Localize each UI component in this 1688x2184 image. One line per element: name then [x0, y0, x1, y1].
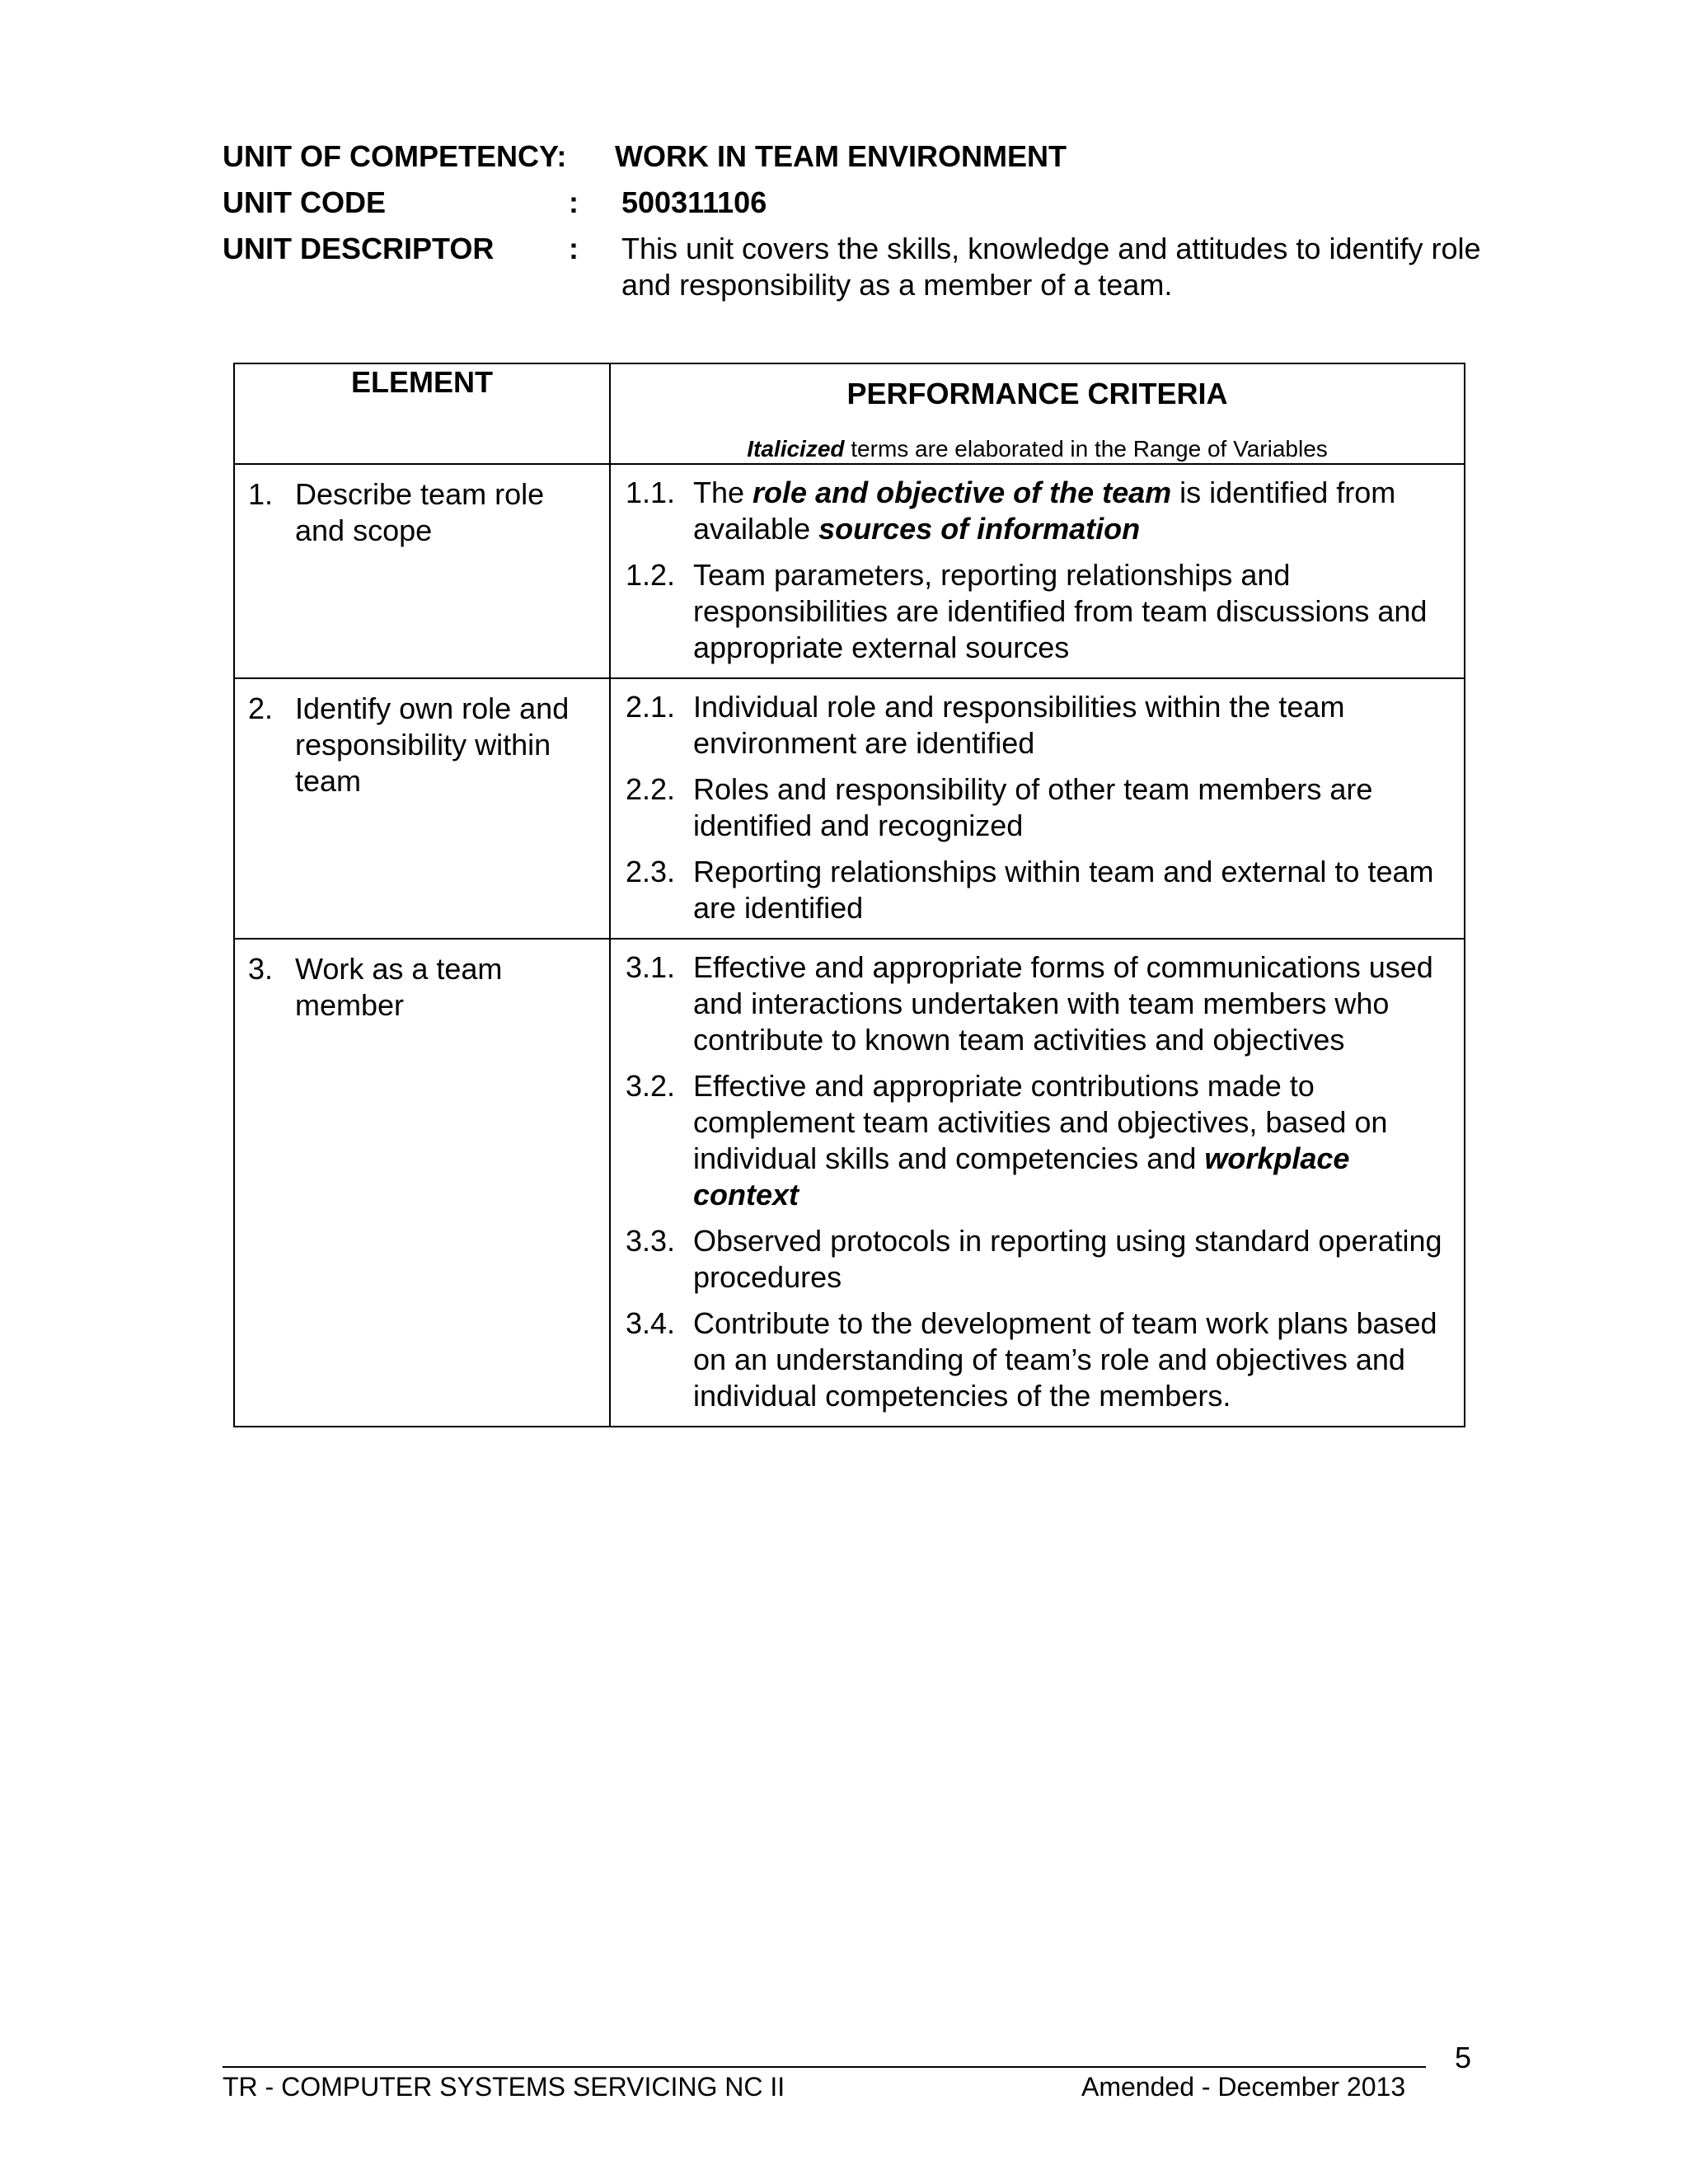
criterion-text: Effective and appropriate contributions made to complement team activities and objectives, based on individual skills and competencies and workplace context	[693, 1069, 1388, 1212]
criterion	[626, 475, 1447, 547]
code-label: UNIT CODE	[223, 185, 386, 219]
criterion-text: Team parameters, reporting relationships and responsibilities are identified from team discussions and appropriate external sources	[693, 558, 1428, 664]
element-number: 3.	[248, 952, 274, 986]
element-cell	[234, 939, 610, 1427]
element-cell	[234, 464, 610, 678]
competency-label: UNIT OF COMPETENCY:	[223, 139, 567, 173]
criterion-number: 3.3.	[626, 1224, 676, 1258]
criterion-number: 2.1.	[626, 690, 676, 724]
range-term: workplace context	[693, 1141, 1350, 1212]
criteria-cell	[610, 678, 1465, 939]
descriptor-value: This unit covers the skills, knowledge and attitudes to identify role and responsibility as a member of a team.	[621, 232, 1481, 302]
table-row	[234, 464, 1465, 678]
element-text: Work as a team member	[295, 952, 503, 1022]
table-header-row	[234, 363, 1465, 464]
criteria-cell	[610, 939, 1465, 1427]
criterion	[626, 1223, 1447, 1296]
criterion-number: 3.4.	[626, 1306, 676, 1340]
criterion	[626, 949, 1447, 1058]
criterion-number: 2.3.	[626, 855, 676, 888]
footer-right-text: Amended - December 2013	[1081, 2072, 1406, 2102]
code-value: 500311106	[621, 185, 767, 219]
criterion-text: Observed protocols in reporting using standard operating procedures	[693, 1224, 1442, 1294]
element-number: 2.	[248, 691, 274, 725]
descriptor-label: UNIT DESCRIPTOR	[223, 232, 495, 265]
element-header-label: ELEMENT	[350, 365, 493, 399]
performance-criteria-table	[233, 363, 1465, 1427]
criterion-text: Reporting relationships within team and external to team are identified	[693, 855, 1434, 925]
criterion	[626, 1068, 1447, 1213]
criterion-number: 2.2.	[626, 772, 676, 806]
criterion-number: 1.1.	[626, 476, 676, 509]
criterion-number: 1.2.	[626, 558, 676, 592]
footer-left-text: TR - COMPUTER SYSTEMS SERVICING NC II	[223, 2072, 785, 2102]
range-term: sources of information	[818, 512, 1141, 546]
descriptor-colon: :	[569, 232, 579, 265]
criterion-text: Contribute to the development of team work plans based on an understanding of team’s role and objectives and individual competencies of the members.	[693, 1306, 1437, 1413]
note-italic-word: Italicized	[747, 436, 845, 462]
criterion-text: Individual role and responsibilities within the team environment are identified	[693, 690, 1345, 760]
competency-value: WORK IN TEAM ENVIRONMENT	[615, 139, 1067, 173]
criterion-number: 3.2.	[626, 1069, 676, 1103]
criteria-header	[610, 363, 1465, 464]
criteria-header-note	[611, 435, 1464, 463]
criterion-number: 3.1.	[626, 950, 676, 984]
criteria-header-label: PERFORMANCE CRITERIA	[846, 377, 1228, 410]
criterion-text: Roles and responsibility of other team members are identified and recognized	[693, 772, 1373, 842]
criteria-cell	[610, 464, 1465, 678]
criterion	[626, 854, 1447, 926]
page-number: 5	[1455, 2041, 1472, 2074]
criterion	[626, 1305, 1447, 1414]
footer-rule	[223, 2066, 1426, 2068]
criterion	[626, 771, 1447, 844]
note-rest: terms are elaborated in the Range of Variables	[844, 436, 1328, 462]
criterion-text: Effective and appropriate forms of communications used and interactions undertaken with team members who contribute to known team activities and objectives	[693, 950, 1433, 1057]
element-number: 1.	[248, 477, 274, 511]
criterion-text: The role and objective of the team is identified from available sources of information	[693, 476, 1396, 546]
range-term: role and objective of the team	[753, 476, 1172, 509]
criterion	[626, 689, 1447, 762]
element-text: Identify own role and responsibility within team	[295, 691, 570, 798]
code-colon: :	[569, 185, 579, 219]
table-row	[234, 939, 1465, 1427]
element-header	[234, 363, 610, 464]
table-row	[234, 678, 1465, 939]
element-cell	[234, 678, 610, 939]
criterion	[626, 557, 1447, 666]
element-text: Describe team role and scope	[295, 477, 545, 547]
